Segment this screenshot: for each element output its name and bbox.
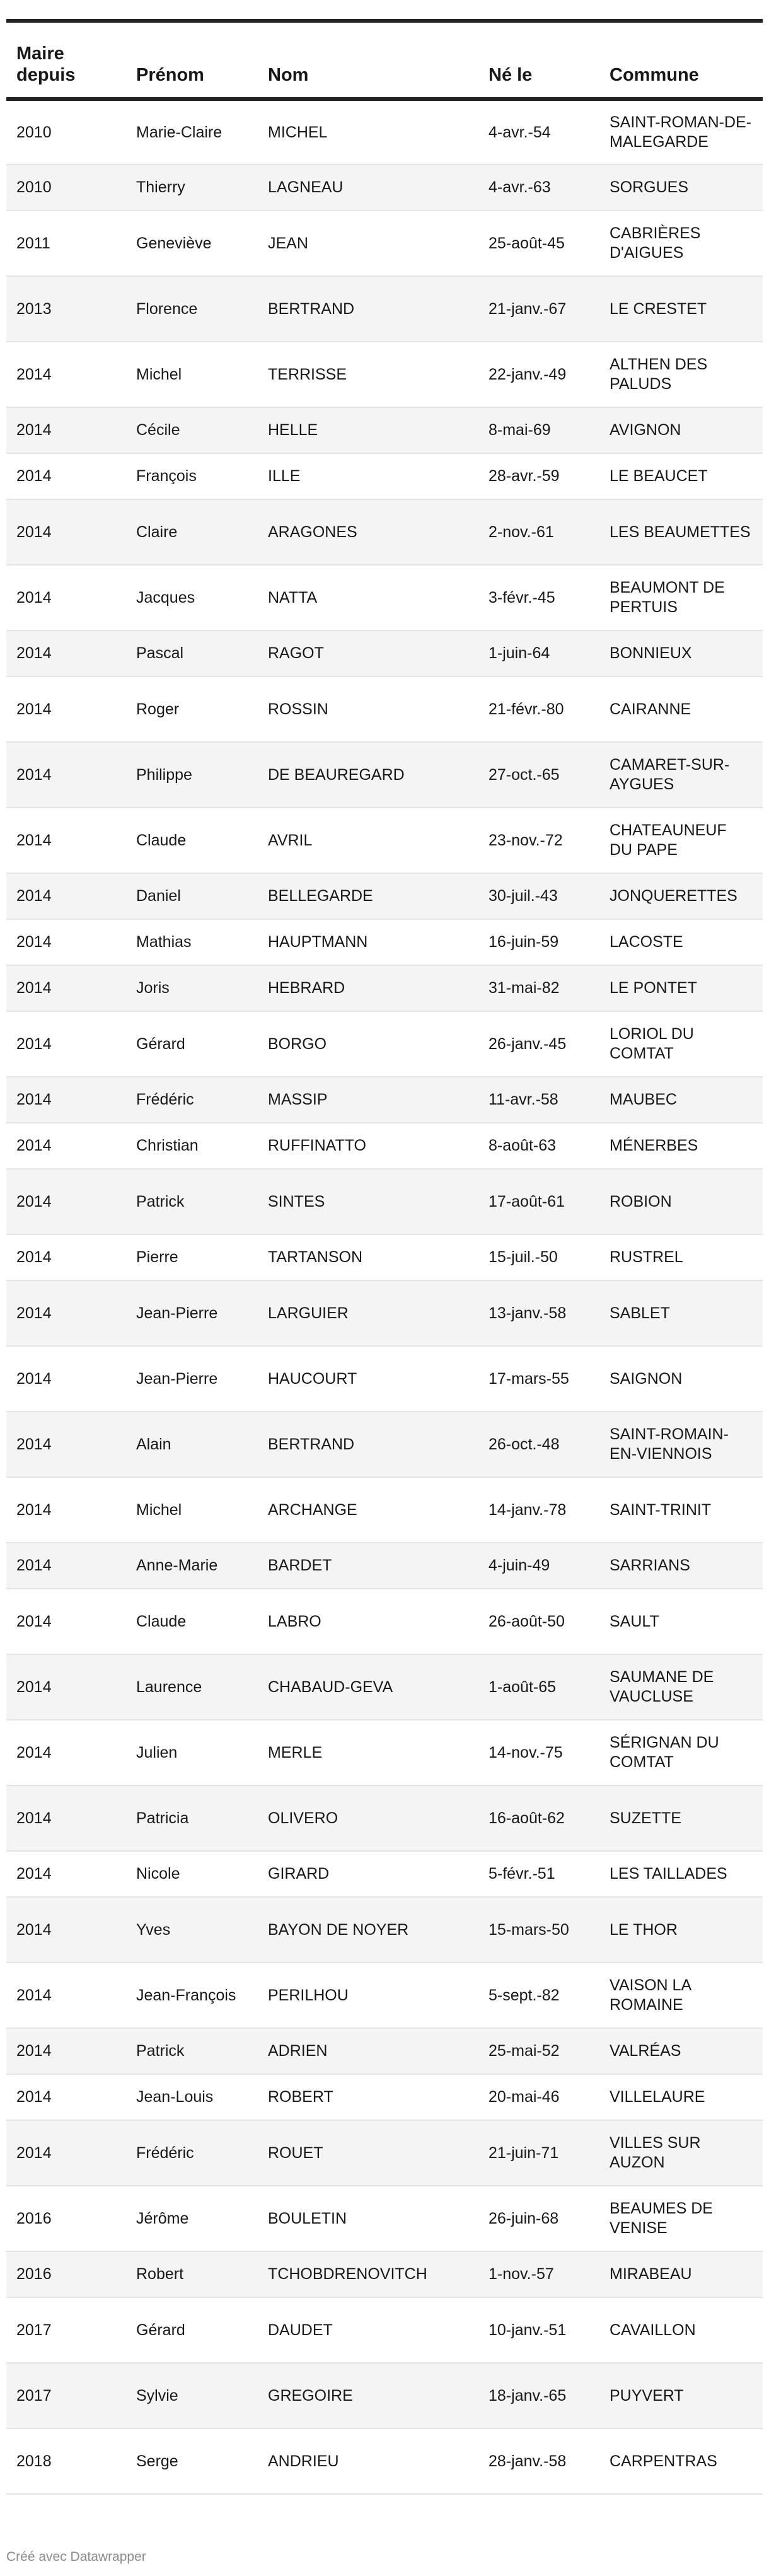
table-row (6, 211, 763, 276)
cell-maire-depuis: 2014 (6, 499, 126, 565)
cell-maire-depuis: 2014 (6, 342, 126, 407)
cell-prenom: Jean-Pierre (126, 1346, 258, 1412)
cell-nom: ROBERT (258, 2074, 478, 2120)
cell-commune: BONNIEUX (599, 630, 763, 676)
cell-maire-depuis: 2014 (6, 407, 126, 453)
cell-nom: PERILHOU (258, 1963, 478, 2028)
cell-commune: LE CRESTET (599, 276, 763, 342)
table-row (6, 1346, 763, 1412)
cell-maire-depuis: 2014 (6, 919, 126, 965)
cell-ne-le: 28-avr.-59 (478, 453, 599, 499)
cell-ne-le: 5-févr.-51 (478, 1851, 599, 1897)
cell-nom: MERLE (258, 1720, 478, 1785)
cell-nom: JEAN (258, 211, 478, 276)
cell-nom: NATTA (258, 565, 478, 630)
cell-nom: TERRISSE (258, 342, 478, 407)
cell-prenom: Jérôme (126, 2186, 258, 2251)
cell-maire-depuis: 2014 (6, 1654, 126, 1720)
table-row (6, 1280, 763, 1346)
table-row (6, 630, 763, 676)
cell-nom: LAGNEAU (258, 165, 478, 211)
cell-nom: HELLE (258, 407, 478, 453)
cell-ne-le: 14-janv.-78 (478, 1477, 599, 1543)
header-nom[interactable]: Nom (258, 21, 478, 99)
cell-prenom: Jean-François (126, 1963, 258, 2028)
cell-nom: BORGO (258, 1011, 478, 1077)
table-row (6, 1654, 763, 1720)
cell-commune: SUZETTE (599, 1785, 763, 1851)
cell-commune: LE BEAUCET (599, 453, 763, 499)
cell-nom: HEBRARD (258, 965, 478, 1011)
cell-nom: BERTRAND (258, 276, 478, 342)
cell-commune: LE PONTET (599, 965, 763, 1011)
table-row (6, 165, 763, 211)
cell-prenom: Florence (126, 276, 258, 342)
table-row (6, 1720, 763, 1785)
cell-nom: BERTRAND (258, 1412, 478, 1477)
cell-commune: BEAUMES DE VENISE (599, 2186, 763, 2251)
cell-commune: VAISON LA ROMAINE (599, 1963, 763, 2028)
cell-ne-le: 22-janv.-49 (478, 342, 599, 407)
table-row (6, 1785, 763, 1851)
table-row (6, 1169, 763, 1234)
cell-commune: MIRABEAU (599, 2251, 763, 2297)
table-row (6, 2297, 763, 2363)
table-row (6, 1123, 763, 1169)
cell-nom: RUFFINATTO (258, 1123, 478, 1169)
cell-ne-le: 18-janv.-65 (478, 2363, 599, 2428)
cell-nom: RAGOT (258, 630, 478, 676)
cell-nom: LARGUIER (258, 1280, 478, 1346)
cell-maire-depuis: 2016 (6, 2251, 126, 2297)
cell-maire-depuis: 2014 (6, 965, 126, 1011)
cell-ne-le: 1-juin-64 (478, 630, 599, 676)
cell-nom: ARAGONES (258, 499, 478, 565)
cell-maire-depuis: 2014 (6, 873, 126, 919)
cell-nom: MASSIP (258, 1077, 478, 1123)
cell-prenom: Pierre (126, 1234, 258, 1280)
cell-maire-depuis: 2014 (6, 2120, 126, 2186)
cell-commune: SORGUES (599, 165, 763, 211)
cell-maire-depuis: 2014 (6, 630, 126, 676)
cell-ne-le: 26-oct.-48 (478, 1412, 599, 1477)
cell-commune: VILLES SUR AUZON (599, 2120, 763, 2186)
cell-commune: VILLELAURE (599, 2074, 763, 2120)
cell-commune: LES BEAUMETTES (599, 499, 763, 565)
table-row (6, 1963, 763, 2028)
cell-commune: BEAUMONT DE PERTUIS (599, 565, 763, 630)
cell-nom: BELLEGARDE (258, 873, 478, 919)
cell-nom: SINTES (258, 1169, 478, 1234)
cell-prenom: Mathias (126, 919, 258, 965)
cell-ne-le: 28-janv.-58 (478, 2428, 599, 2494)
cell-maire-depuis: 2014 (6, 2028, 126, 2074)
table-row (6, 2074, 763, 2120)
cell-nom: ARCHANGE (258, 1477, 478, 1543)
cell-maire-depuis: 2014 (6, 1851, 126, 1897)
table-row (6, 1234, 763, 1280)
cell-ne-le: 5-sept.-82 (478, 1963, 599, 2028)
cell-nom: BARDET (258, 1543, 478, 1589)
cell-prenom: Michel (126, 1477, 258, 1543)
cell-nom: CHABAUD-GEVA (258, 1654, 478, 1720)
cell-maire-depuis: 2014 (6, 1123, 126, 1169)
cell-ne-le: 26-juin-68 (478, 2186, 599, 2251)
table-row (6, 1851, 763, 1897)
cell-commune: SAIGNON (599, 1346, 763, 1412)
cell-ne-le: 16-août-62 (478, 1785, 599, 1851)
cell-prenom: Geneviève (126, 211, 258, 276)
cell-ne-le: 1-août-65 (478, 1654, 599, 1720)
header-prenom[interactable]: Prénom (126, 21, 258, 99)
cell-maire-depuis: 2014 (6, 2074, 126, 2120)
table-row (6, 99, 763, 165)
cell-commune: CAVAILLON (599, 2297, 763, 2363)
cell-ne-le: 8-août-63 (478, 1123, 599, 1169)
cell-nom: ADRIEN (258, 2028, 478, 2074)
cell-commune: RUSTREL (599, 1234, 763, 1280)
cell-nom: ROUET (258, 2120, 478, 2186)
cell-ne-le: 11-avr.-58 (478, 1077, 599, 1123)
cell-ne-le: 4-avr.-54 (478, 99, 599, 165)
table-row (6, 453, 763, 499)
table-row (6, 499, 763, 565)
cell-maire-depuis: 2014 (6, 1963, 126, 2028)
header-ne-le[interactable]: Né le (478, 21, 599, 99)
cell-commune: LACOSTE (599, 919, 763, 965)
cell-maire-depuis: 2014 (6, 1785, 126, 1851)
mayors-table (6, 19, 763, 2495)
table-row (6, 2186, 763, 2251)
table-row (6, 1011, 763, 1077)
cell-commune: SARRIANS (599, 1543, 763, 1589)
cell-commune: SAINT-ROMAN-DE-MALEGARDE (599, 99, 763, 165)
cell-maire-depuis: 2014 (6, 1589, 126, 1654)
cell-ne-le: 10-janv.-51 (478, 2297, 599, 2363)
cell-ne-le: 20-mai-46 (478, 2074, 599, 2120)
table-row (6, 676, 763, 742)
cell-maire-depuis: 2014 (6, 1011, 126, 1077)
cell-maire-depuis: 2014 (6, 1280, 126, 1346)
cell-nom: OLIVERO (258, 1785, 478, 1851)
cell-nom: ANDRIEU (258, 2428, 478, 2494)
cell-commune: LE THOR (599, 1897, 763, 1963)
cell-commune: SAUMANE DE VAUCLUSE (599, 1654, 763, 1720)
table-row (6, 2120, 763, 2186)
cell-ne-le: 13-janv.-58 (478, 1280, 599, 1346)
cell-prenom: Daniel (126, 873, 258, 919)
cell-ne-le: 1-nov.-57 (478, 2251, 599, 2297)
cell-nom: DE BEAUREGARD (258, 742, 478, 808)
cell-ne-le: 17-août-61 (478, 1169, 599, 1234)
cell-prenom: Frédéric (126, 1077, 258, 1123)
cell-prenom: Roger (126, 676, 258, 742)
cell-maire-depuis: 2014 (6, 808, 126, 873)
cell-commune: LORIOL DU COMTAT (599, 1011, 763, 1077)
cell-ne-le: 30-juil.-43 (478, 873, 599, 919)
cell-maire-depuis: 2017 (6, 2297, 126, 2363)
cell-prenom: Cécile (126, 407, 258, 453)
cell-prenom: Serge (126, 2428, 258, 2494)
cell-commune: MAUBEC (599, 1077, 763, 1123)
cell-prenom: Jacques (126, 565, 258, 630)
cell-commune: CABRIÈRES D'AIGUES (599, 211, 763, 276)
cell-ne-le: 4-avr.-63 (478, 165, 599, 211)
cell-maire-depuis: 2014 (6, 565, 126, 630)
table-row (6, 1412, 763, 1477)
cell-nom: TCHOBDRENOVITCH (258, 2251, 478, 2297)
cell-maire-depuis: 2014 (6, 1720, 126, 1785)
cell-nom: MICHEL (258, 99, 478, 165)
cell-maire-depuis: 2014 (6, 1477, 126, 1543)
cell-prenom: Nicole (126, 1851, 258, 1897)
cell-nom: GIRARD (258, 1851, 478, 1897)
table-row (6, 2251, 763, 2297)
cell-maire-depuis: 2014 (6, 676, 126, 742)
table-row (6, 342, 763, 407)
cell-ne-le: 16-juin-59 (478, 919, 599, 965)
cell-commune: ALTHEN DES PALUDS (599, 342, 763, 407)
cell-ne-le: 26-août-50 (478, 1589, 599, 1654)
cell-ne-le: 15-mars-50 (478, 1897, 599, 1963)
cell-commune: ROBION (599, 1169, 763, 1234)
cell-ne-le: 8-mai-69 (478, 407, 599, 453)
cell-maire-depuis: 2010 (6, 165, 126, 211)
table-row (6, 407, 763, 453)
cell-maire-depuis: 2014 (6, 453, 126, 499)
cell-ne-le: 27-oct.-65 (478, 742, 599, 808)
cell-nom: TARTANSON (258, 1234, 478, 1280)
cell-maire-depuis: 2014 (6, 1897, 126, 1963)
cell-ne-le: 3-févr.-45 (478, 565, 599, 630)
cell-prenom: Philippe (126, 742, 258, 808)
table-row (6, 1477, 763, 1543)
cell-prenom: Michel (126, 342, 258, 407)
cell-prenom: Joris (126, 965, 258, 1011)
table-row (6, 1077, 763, 1123)
cell-prenom: Claude (126, 1589, 258, 1654)
cell-maire-depuis: 2017 (6, 2363, 126, 2428)
cell-ne-le: 21-févr.-80 (478, 676, 599, 742)
cell-nom: GREGOIRE (258, 2363, 478, 2428)
cell-maire-depuis: 2014 (6, 1077, 126, 1123)
cell-commune: PUYVERT (599, 2363, 763, 2428)
cell-nom: HAUCOURT (258, 1346, 478, 1412)
table-row (6, 873, 763, 919)
cell-ne-le: 2-nov.-61 (478, 499, 599, 565)
cell-ne-le: 15-juil.-50 (478, 1234, 599, 1280)
cell-prenom: Gérard (126, 1011, 258, 1077)
table-row (6, 2428, 763, 2494)
cell-maire-depuis: 2014 (6, 1543, 126, 1589)
cell-commune: LES TAILLADES (599, 1851, 763, 1897)
cell-prenom: Jean-Pierre (126, 1280, 258, 1346)
cell-prenom: Jean-Louis (126, 2074, 258, 2120)
cell-maire-depuis: 2014 (6, 742, 126, 808)
cell-prenom: Patricia (126, 1785, 258, 1851)
cell-nom: BAYON DE NOYER (258, 1897, 478, 1963)
cell-prenom: Anne-Marie (126, 1543, 258, 1589)
cell-prenom: Yves (126, 1897, 258, 1963)
cell-prenom: Claude (126, 808, 258, 873)
cell-commune: SABLET (599, 1280, 763, 1346)
cell-prenom: Alain (126, 1412, 258, 1477)
cell-commune: CHATEAUNEUF DU PAPE (599, 808, 763, 873)
cell-commune: JONQUERETTES (599, 873, 763, 919)
cell-maire-depuis: 2014 (6, 1346, 126, 1412)
cell-ne-le: 17-mars-55 (478, 1346, 599, 1412)
cell-nom: LABRO (258, 1589, 478, 1654)
cell-prenom: Christian (126, 1123, 258, 1169)
cell-ne-le: 21-juin-71 (478, 2120, 599, 2186)
table-row (6, 808, 763, 873)
cell-maire-depuis: 2016 (6, 2186, 126, 2251)
table-row (6, 1897, 763, 1963)
cell-prenom: Robert (126, 2251, 258, 2297)
table-row (6, 965, 763, 1011)
cell-ne-le: 4-juin-49 (478, 1543, 599, 1589)
cell-prenom: Julien (126, 1720, 258, 1785)
cell-prenom: Pascal (126, 630, 258, 676)
cell-maire-depuis: 2014 (6, 1412, 126, 1477)
cell-ne-le: 25-août-45 (478, 211, 599, 276)
cell-prenom: Gérard (126, 2297, 258, 2363)
cell-ne-le: 21-janv.-67 (478, 276, 599, 342)
cell-maire-depuis: 2013 (6, 276, 126, 342)
header-commune[interactable]: Commune (599, 21, 763, 99)
cell-commune: SAINT-ROMAIN-EN-VIENNOIS (599, 1412, 763, 1477)
cell-nom: HAUPTMANN (258, 919, 478, 965)
cell-ne-le: 26-janv.-45 (478, 1011, 599, 1077)
cell-maire-depuis: 2011 (6, 211, 126, 276)
cell-prenom: Patrick (126, 2028, 258, 2074)
cell-commune: VALRÉAS (599, 2028, 763, 2074)
cell-prenom: Claire (126, 499, 258, 565)
cell-ne-le: 25-mai-52 (478, 2028, 599, 2074)
datawrapper-credit: Créé avec Datawrapper (6, 2550, 146, 2564)
table-row (6, 919, 763, 965)
cell-commune: CAIRANNE (599, 676, 763, 742)
cell-commune: CAMARET-SUR-AYGUES (599, 742, 763, 808)
cell-nom: BOULETIN (258, 2186, 478, 2251)
cell-prenom: Frédéric (126, 2120, 258, 2186)
cell-commune: CARPENTRAS (599, 2428, 763, 2494)
cell-commune: SAULT (599, 1589, 763, 1654)
cell-ne-le: 23-nov.-72 (478, 808, 599, 873)
table-row (6, 1543, 763, 1589)
cell-nom: AVRIL (258, 808, 478, 873)
cell-maire-depuis: 2014 (6, 1234, 126, 1280)
table-header-row (6, 21, 763, 99)
cell-prenom: Sylvie (126, 2363, 258, 2428)
cell-prenom: Marie-Claire (126, 99, 258, 165)
cell-commune: SÉRIGNAN DU COMTAT (599, 1720, 763, 1785)
cell-nom: ROSSIN (258, 676, 478, 742)
cell-prenom: Laurence (126, 1654, 258, 1720)
cell-maire-depuis: 2018 (6, 2428, 126, 2494)
cell-commune: SAINT-TRINIT (599, 1477, 763, 1543)
cell-prenom: François (126, 453, 258, 499)
header-maire-depuis[interactable]: Maire depuis (6, 21, 126, 99)
cell-commune: MÉNERBES (599, 1123, 763, 1169)
cell-nom: DAUDET (258, 2297, 478, 2363)
cell-nom: ILLE (258, 453, 478, 499)
table-body (6, 99, 763, 2494)
cell-ne-le: 31-mai-82 (478, 965, 599, 1011)
cell-maire-depuis: 2010 (6, 99, 126, 165)
cell-ne-le: 14-nov.-75 (478, 1720, 599, 1785)
table-row (6, 2363, 763, 2428)
table-row (6, 2028, 763, 2074)
table-container (6, 19, 763, 2495)
cell-maire-depuis: 2014 (6, 1169, 126, 1234)
table-row (6, 276, 763, 342)
cell-prenom: Patrick (126, 1169, 258, 1234)
table-row (6, 1589, 763, 1654)
cell-prenom: Thierry (126, 165, 258, 211)
table-row (6, 742, 763, 808)
cell-commune: AVIGNON (599, 407, 763, 453)
table-row (6, 565, 763, 630)
